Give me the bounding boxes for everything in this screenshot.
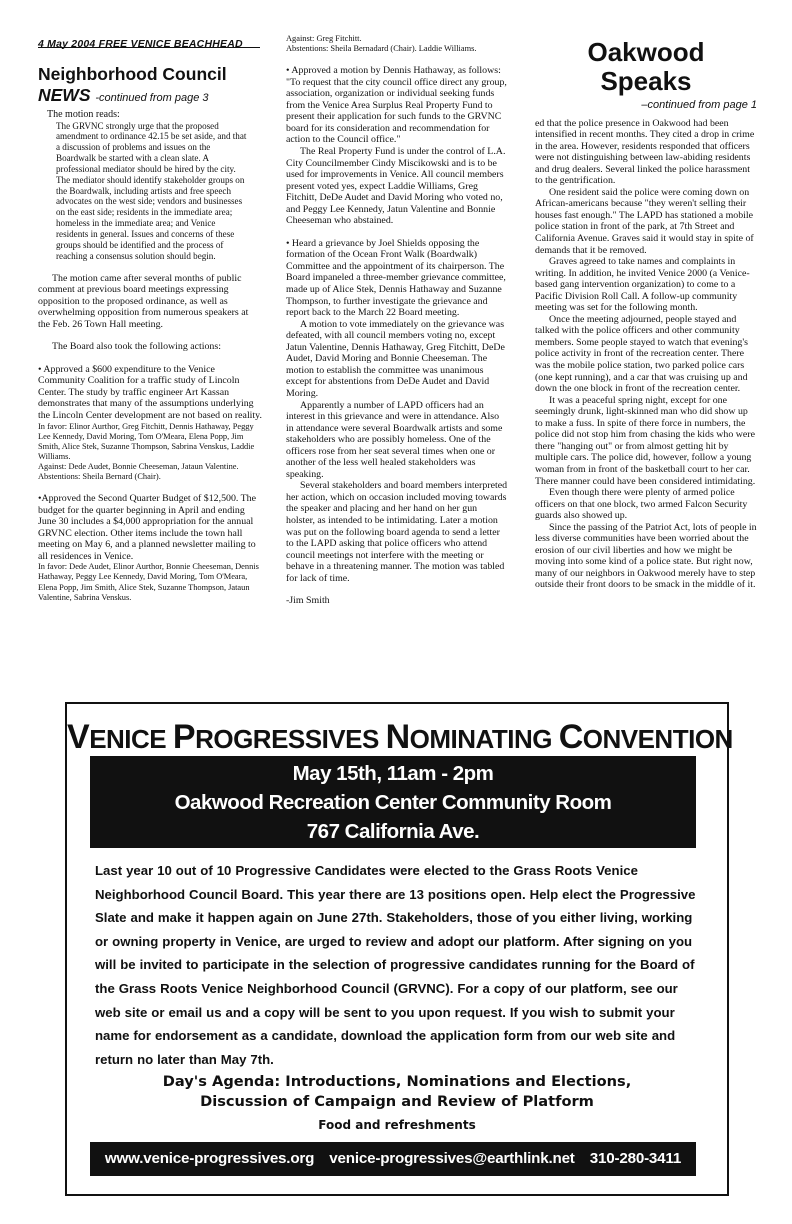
vote-in-favor: In favor: Dede Audet, Elinor Aurthor, Bonnie Cheeseman, Dennis Hathaway, Peggy Lee Kennedy, David Moring, Tom O'Meara, Elena Popp, Jim Smith, Alice Stek, Suzanne Thompson, Jataun Valentine, Sabrina Venskus. bbox=[38, 562, 259, 602]
nc-title: Neighborhood Council bbox=[38, 64, 227, 84]
nc-news-word: NEWS bbox=[38, 85, 91, 105]
agenda-line: Day's Agenda: Introductions, Nominations and Elections, bbox=[162, 1073, 632, 1090]
ad-title-rest: ENICE bbox=[89, 724, 173, 754]
vote-abstentions: Abstentions: Sheila Bernadard (Chair). Laddie Williams. bbox=[286, 44, 477, 54]
ad-title-cap: P bbox=[172, 718, 196, 756]
ad-title-rest: ROGRESSIVES bbox=[195, 724, 386, 754]
col2-paragraph: • Heard a grievance by Joel Shields opposing the formation of the Ocean Front Walk (Boardwalk) Committee and the appointment of its chairperson. The Board impaneled a three-member grievance committee, made up of Alice Stek, Dennis Hathaway and Suzanne Thompson, to further investigate the grievance and report back to the March 22 Board meeting. bbox=[286, 237, 506, 319]
oakwood-speaks-column bbox=[535, 38, 757, 591]
col2-paragraph: Several stakeholders and board members interpreted her action, which on occasion included moving towards the speaker and placing and her hand on her gun holster, as intended to be intimidating. Later a motion was put on the following board agenda to send a letter to the LAPD asking that police officers who attend council meetings not interfere with the meeting or behave in a threatening manner. The motion was tabled for lack of time. bbox=[286, 480, 508, 584]
nc-paragraph: •Approved the Second Quarter Budget of $12,500. The budget for the quarter beginning in April and ending June 30 includes a $4,000 appropriation for the annual GRVNC election. Other items include the town hall meeting on May 6, and a planned newsletter mailing to all residences in Venice. bbox=[38, 493, 257, 562]
event-date-time: May 15th, 11am - 2pm bbox=[292, 762, 494, 785]
oak-paragraph: Once the meeting adjourned, people stayed and talked with the police officers and other community members. Some people stayed to watch that evening's police activity in front of the recreation center. There was the mobile police station, two parked police cars (one kept running), and a car that was cruising up and down the one block in front of the recreation center. bbox=[535, 313, 748, 395]
nc-news-line bbox=[38, 84, 262, 109]
food-note: Food and refreshments bbox=[318, 1118, 476, 1132]
oak-paragraph: Graves agreed to take names and complaints in writing. In addition, he invited Venice 2000 (a Venice-based gang intervention organization) to come to a Pacific Division Roll Call. A follow-up community meeting was set for the following month. bbox=[535, 256, 750, 314]
event-details-band bbox=[90, 756, 696, 848]
neighborhood-council-column bbox=[38, 64, 262, 603]
col2-paragraph: Apparently a number of LAPD officers had an interest in this grievance and were in attendance. Also in attendance were several Boardwalk artists and some stakeholders who are possibly homeless. One of the officers rose from her seat several times when one or another of the less well healed stakeholders was speaking. bbox=[286, 399, 503, 480]
col2-paragraph: The Real Property Fund is under the control of L.A. City Councilmember Cindy Miscikowski and is to be used for improvements in Venice. All council members present voted yes, expect Laddie Williams, Greg Fitchitt, DeDe Audet and David Moring who voted no, and Peggy Lee Kennedy, Jatun Valentine and Bonnie Cheeseman who abstained. bbox=[286, 146, 506, 227]
header-text: 4 May 2004 FREE VENICE BEACHHEAD bbox=[38, 38, 243, 50]
oakwood-title-line2: Speaks bbox=[600, 66, 692, 96]
oak-paragraph: ed that the police presence in Oakwood had been intensified in recent months. They cited a drop in crime in the area. However, residents responded that officers were not distinguishing between law-abiding residents and drug dealers. Several linked the police harassment to the gentrification. bbox=[535, 117, 755, 187]
event-venue: Oakwood Recreation Center Community Room bbox=[174, 791, 612, 814]
agenda-line: Discussion of Campaign and Review of Platform bbox=[200, 1093, 594, 1110]
oak-paragraph: Since the passing of the Patriot Act, lots of people in less diverse communities have been worried about the erosion of our civil liberties and how we might be moving into some kind of a police state. But right now, many of our neighbors in Oakwood merely have to step outside their front doors to be smack in the middle of it. bbox=[535, 521, 757, 591]
council-continued-column bbox=[286, 34, 508, 607]
nc-paragraph: The Board also took the following actions: bbox=[52, 341, 221, 353]
agenda bbox=[87, 1072, 707, 1112]
website-link[interactable]: www.venice-progressives.org bbox=[104, 1150, 315, 1167]
ad-title-cap: N bbox=[385, 718, 410, 756]
nc-continued: -continued from page 3 bbox=[95, 92, 209, 104]
vote-abstentions: Abstentions: Sheila Bernard (Chair). bbox=[38, 472, 161, 481]
convention-ad bbox=[65, 702, 733, 1196]
motion-body: The GRVNC strongly urge that the proposed amendment to ordinance 42.15 be set aside, and that a discussion of problems and issues on the Boardwalk be started with a clean slate. A professional mediator should be hired by the city. The mediator should identify stakeholder groups on the Boardwalk, including artists and free speech advocates on the west side; vendors and businesses on the east side; residents in the immediate area; homeless in the immediate area; and Venice residents in general. Issues and concerns of these groups should be identified and the process of reaching a consensus solution should begin. bbox=[56, 120, 247, 261]
vote-in-favor: In favor: Elinor Aurthor, Greg Fitchitt, Dennis Hathaway, Peggy Lee Kennedy, David Moring, Tom O'Meara, Elena Popp, Jim Smith, Alice Stek, Suzanne Thompson, Sabrina Venskus, Laddie Williams. bbox=[38, 421, 255, 461]
author-signature: -Jim Smith bbox=[286, 595, 330, 607]
ad-title-cap: C bbox=[558, 718, 583, 756]
ad-title-cap: V bbox=[67, 718, 90, 756]
email-link[interactable]: venice-progressives@earthlink.net bbox=[329, 1150, 575, 1167]
nc-paragraph: The motion came after several months of public comment at previous board meetings expressing opposition to the proposed ordinance, as well as overwhelming opposition from numerous speakers at the Feb. 26 Town Hall meeting. bbox=[38, 272, 249, 330]
oakwood-title-line1: Oakwood bbox=[587, 37, 705, 67]
col2-paragraph: • Approved a motion by Dennis Hathaway, as follows: "To request that the city council office direct any group, association, organization or individual seeking funds from the Venice Area Surplus Real Property Fund to present their application for such funds to the GRVNC board for its consideration and recommendation for action to the Council office." bbox=[286, 65, 507, 146]
header-rule bbox=[38, 47, 260, 48]
col2-paragraph: A motion to vote immediately on the grievance was defeated, with all council members voting no, except Jatun Valentine, Dennis Hathaway, Greg Fitchitt, DeDe Audet, David Moring and Bonnie Cheeseman. The motion to establish the committee was unanimous except for abstentions from DeDe Audet and David Moring. bbox=[286, 318, 505, 399]
oak-paragraph: It was a peaceful spring night, except for one seemingly drunk, light-skinned man who did show up to make a fuss. In spite of there force in numbers, the police did not stop him from chasing the kids who were there "hanging out" or from almost getting hit by multiple cars. The police did, however, follow a young woman from in front of the basketball court to her car. There manner could have been considered intimidating. bbox=[535, 394, 756, 487]
event-address: 767 California Ave. bbox=[306, 820, 480, 843]
ad-title-rest: ONVENTION bbox=[582, 724, 733, 754]
vote-against: Against: Dede Audet, Bonnie Cheeseman, Jataun Valentine. bbox=[38, 461, 239, 471]
ad-title-rest: OMINATING bbox=[409, 724, 559, 754]
oak-paragraph: Even though there were plenty of armed police officers on that one block, two armed Falcon Security guards also showed up. bbox=[535, 487, 748, 522]
nc-paragraph: • Approved a $600 expenditure to the Venice Community Coalition for a traffic study of Lincoln Center. The study by traffic engineer Art Kassan demonstrates that many of the assumptions underlying the Lincoln Center development are not based on reality. bbox=[38, 363, 262, 421]
ad-title bbox=[67, 718, 733, 757]
motion-reads-label: The motion reads: bbox=[47, 109, 120, 120]
contact-band bbox=[90, 1142, 696, 1176]
ad-body-text: Last year 10 out of 10 Progressive Candidates were elected to the Grass Roots Venice Neighborhood Council Board. This year there are 13 positions open. Help elect the Progressive Slate and make it happen again on June 27th. Stakeholders, those of you either living, working or owning property in Venice, are urged to review and adopt our platform. After signing on you will be invited to participate in the selection of progressive candidates running for the Board of the Grass Roots Venice Neighborhood Council (GRVNC). For a copy of our platform, see our web site or email us and a copy will be sent to you upon request. If you wish to submit your name for endorsement as a candidate, download the application form from our web site and return no later than May 7th. bbox=[95, 863, 696, 1067]
phone-number: 310-280-3411 bbox=[589, 1150, 682, 1167]
oakwood-continued: –continued from page 1 bbox=[641, 99, 757, 111]
oak-paragraph: One resident said the police were coming down on African-americans because "they weren't selling their houses fast enough." The LAPD has stationed a mobile police station in front of the park, at 7th Street and California Avenue. Graves said it would stay in spite of demands that it be removed. bbox=[535, 186, 754, 256]
page-header bbox=[38, 34, 260, 50]
vote-against: Against: Greg Fitchitt. bbox=[286, 34, 362, 43]
